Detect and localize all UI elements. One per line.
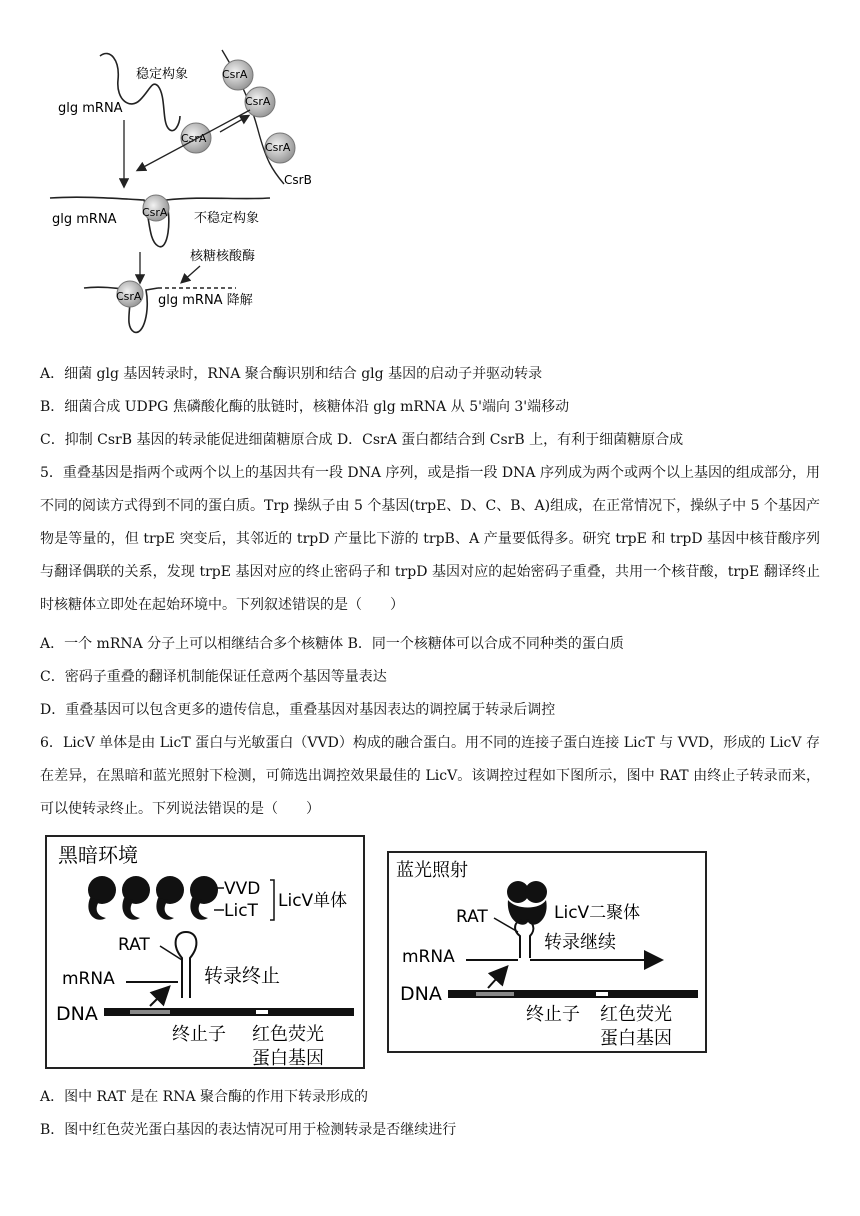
mrna-label-blue: mRNA (402, 947, 455, 967)
svg-text:CsrA: CsrA (142, 206, 168, 219)
vvd-label: VVD (224, 879, 261, 899)
rfp-label-4: 蛋白基因 (600, 1028, 672, 1049)
mrna-label-dark: mRNA (62, 969, 115, 989)
q4-option-a: A．细菌 glg 基因转录时，RNA 聚合酶识别和结合 glg 基因的启动子并驱动转录 (40, 366, 543, 382)
rfp-label-1: 红色荧光 (252, 1024, 324, 1045)
dna-label-blue: DNA (400, 983, 442, 1005)
svg-text:CsrA: CsrA (265, 141, 291, 154)
stable-mrna-strand (100, 53, 180, 130)
stable-conformation-label: 稳定构象 (136, 67, 189, 82)
svg-text:CsrA: CsrA (222, 68, 248, 81)
q4-option-b: B．细菌合成 UDPG 焦磷酸化酶的肽链时，核糖体沿 glg mRNA 从 5'端向 3'端移动 (40, 399, 570, 415)
terminator-label-dark: 终止子 (172, 1024, 226, 1045)
transcription-stop-label: 转录终止 (204, 965, 281, 987)
rfp-label-2: 蛋白基因 (252, 1048, 324, 1069)
q5-option-d: D．重叠基因可以包含更多的遗传信息，重叠基因对基因表达的调控属于转录后调控 (40, 702, 556, 718)
figure-licv-regulation (44, 834, 784, 1074)
rat-label-blue: RAT (456, 907, 488, 927)
q5-option-ab: A．一个 mRNA 分子上可以相继结合多个核糖体 B．同一个核糖体可以合成不同种类的蛋白质 (40, 636, 624, 652)
q4-option-cd: C．抑制 CsrB 基因的转录能促进细菌糖原合成 D．CsrA 蛋白都结合到 CsrB 上，有利于细菌糖原合成 (40, 432, 684, 448)
q5-option-c: C．密码子重叠的翻译机制能保证任意两个基因等量表达 (40, 669, 387, 685)
dna-label-dark: DNA (56, 1003, 98, 1025)
svg-text:CsrA: CsrA (181, 132, 207, 145)
csrb-label: CsrB (284, 173, 312, 187)
figure-csra-regulation (40, 20, 380, 360)
glg-mrna-label-top: glg mRNA (58, 101, 123, 116)
q6-stem: 6．LicV 单体是由 LicT 蛋白与光敏蛋白（VVD）构成的融合蛋白。用不同的连接子蛋白连接 LicT 与 VVD，形成的 LicV 存在差异，在黑暗和蓝光照射下检测，可筛选出调控效果最佳的 LicV。该调控过程如下图所示，图中 RAT 由终止子转录而来，可以使转录终止。下列说法错误的是（ ） (40, 735, 820, 817)
mrna-degradation-label: glg mRNA 降解 (158, 293, 253, 308)
ribonuclease-label: 核糖核酸酶 (190, 249, 256, 264)
q5-stem: 5．重叠基因是指两个或两个以上的基因共有一段 DNA 序列，或是指一段 DNA 序列成为两个或两个以上基因的组成部分，用不同的阅读方式得到不同的蛋白质。Trp 操纵子由 5 个基因(trpE、D、C、B、A)组成，在正常情况下，操纵子中 5 个基因产物是等量的，但 trpE 突变后，其邻近的 trpD 产量比下游的 trpB、A 产量要低得多。研究 trpE 和 trpD 基因中核苷酸序列与翻译偶联的关系，发现 trpE 基因对应的终止密码子和 trpD 基因对应的起始密码子重叠，共用一个核苷酸，trpE 翻译终止时核糖体立即处在起始环境中。下列叙述错误的是（ ） (40, 465, 820, 613)
licv-monomer-label: LicV单体 (278, 891, 348, 911)
transcription-continue-label: 转录继续 (544, 932, 616, 953)
blue-title: 蓝光照射 (396, 860, 468, 881)
rat-label-dark: RAT (118, 935, 150, 955)
glg-mrna-label-mid: glg mRNA (52, 212, 117, 227)
lict-label: LicT (224, 901, 258, 921)
svg-text:CsrA: CsrA (245, 95, 271, 108)
licv-dimer-label: LicV二聚体 (554, 903, 641, 923)
terminator-label-blue: 终止子 (526, 1004, 580, 1025)
rfp-label-3: 红色荧光 (600, 1004, 672, 1025)
svg-text:CsrA: CsrA (116, 290, 142, 303)
q6-option-b: B．图中红色荧光蛋白基因的表达情况可用于检测转录是否继续进行 (40, 1122, 457, 1138)
unstable-conformation-label: 不稳定构象 (194, 211, 260, 226)
q6-option-a: A．图中 RAT 是在 RNA 聚合酶的作用下转录形成的 (40, 1089, 369, 1105)
dark-title: 黑暗环境 (58, 843, 138, 867)
